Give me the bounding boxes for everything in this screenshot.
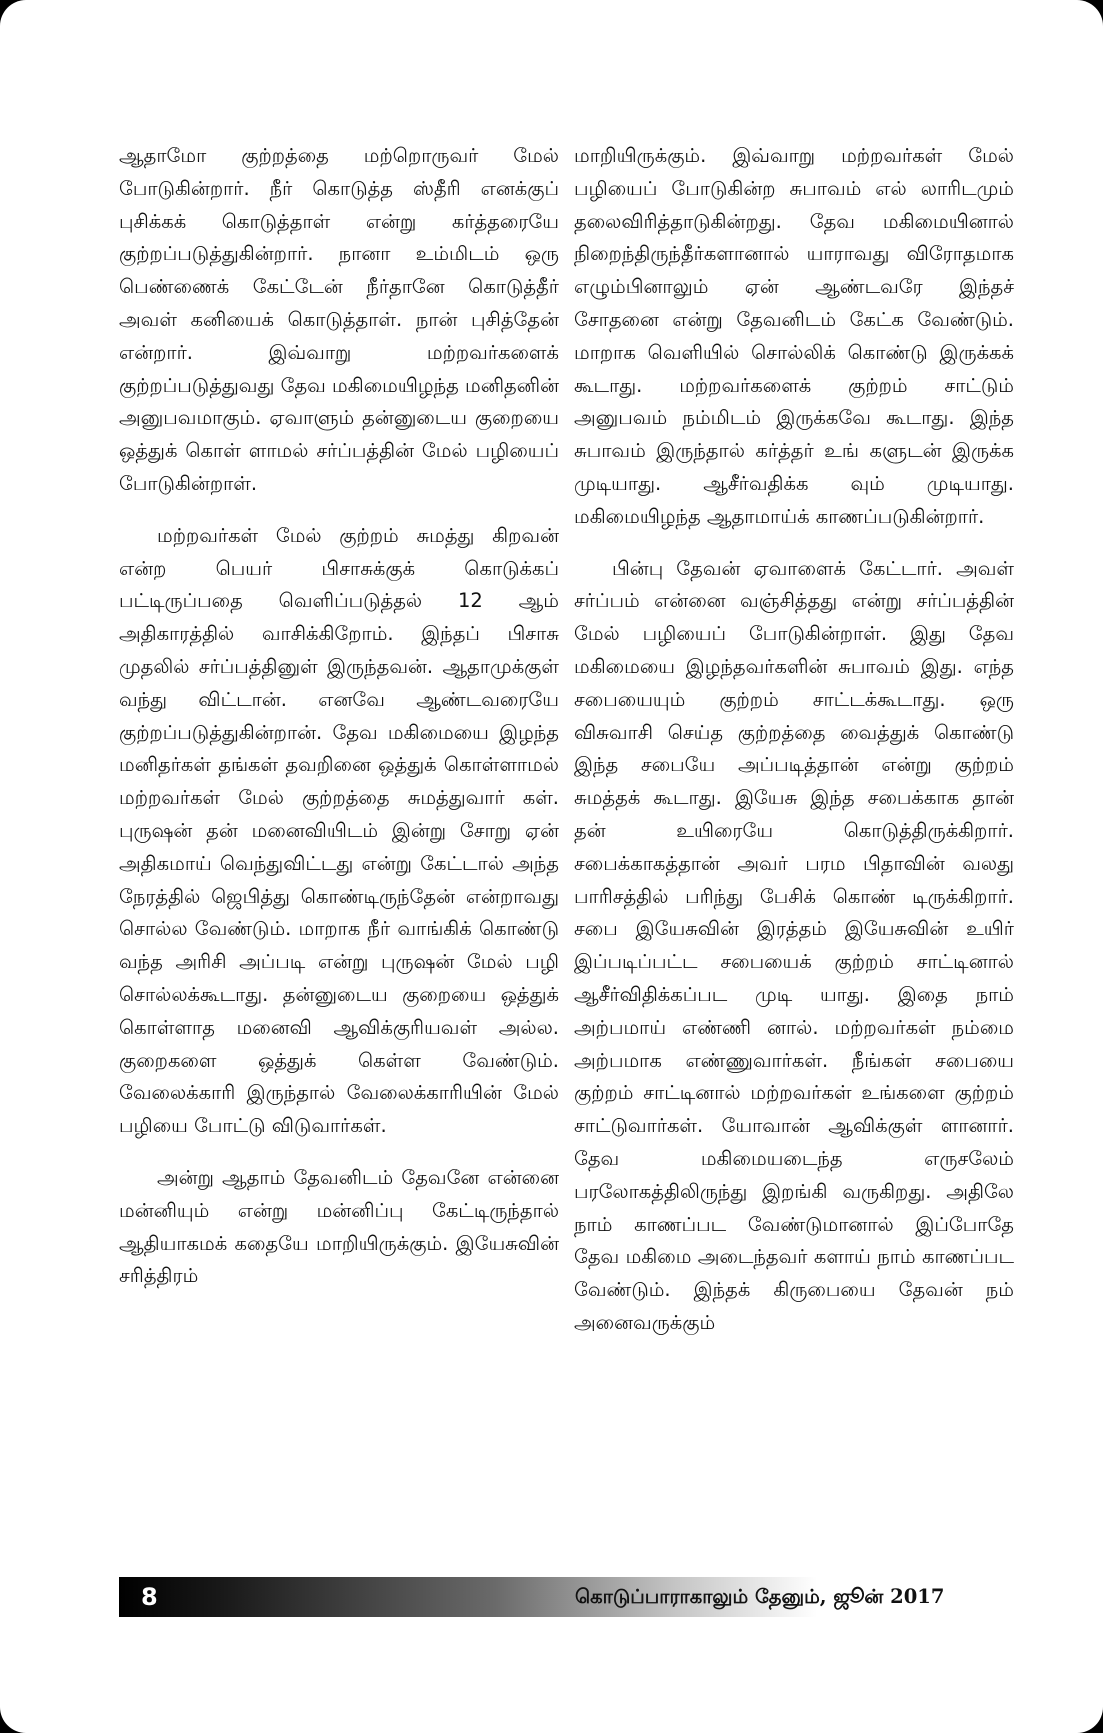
page-number: 8: [141, 1583, 158, 1611]
paragraph: மற்றவர்கள் மேல் குற்றம் சுமத்து கிறவன் என்ற பெயர் பிசாசுக்குக் கொடுக்கப் பட்டிருப்பதை வெளிப்படுத்தல் 12 ஆம் அதிகாரத்தில் வாசிக்கிறோம். இந்தப் பிசாசு முதலில் சர்ப்பத்தினுள் இருந்தவன். ஆதாமுக்குள் வந்து விட்டான். எனவே ஆண்டவரையே குற்றப்படுத்துகின்றான். தேவ மகிமையை இழந்த மனிதர்கள் தங்கள் தவறினை ஒத்துக் கொள்ளாமல் மற்றவர்கள் மேல் குற்றத்தை சுமத்துவார் கள். புருஷன் தன் மனைவியிடம் இன்று சோறு ஏன் அதிகமாய் வெந்துவிட்டது என்று கேட்டால் அந்த நேரத்தில் ஜெபித்து கொண்டிருந்தேன் என்றாவது சொல்ல வேண்டும். மாறாக நீர் வாங்கிக் கொண்டு வந்த அரிசி அப்படி என்று புருஷன் மேல் பழி சொல்லக்கூடாது. தன்னுடைய குறையை ஒத்துக் கொள்ளாத மனைவி ஆவிக்குரியவள் அல்ல. குறைகளை ஒத்துக் கெள்ள வேண்டும். வேலைக்காரி இருந்தால் வேலைக்காரியின் மேல் பழியை போட்டு விடுவார்கள்.: [119, 523, 559, 1138]
paragraph: மாறியிருக்கும். இவ்வாறு மற்றவர்கள் மேல் பழியைப் போடுகின்ற சுபாவம் எல் லாரிடமும் தலைவிரித்தாடுகின்றது. தேவ மகிமையினால் நிறைந்திருந்தீர்களானால் யாராவது விரோதமாக எழும்பினாலும் ஏன் ஆண்டவரே இந்தச் சோதனை என்று தேவனிடம் கேட்க வேண்டும். மாறாக வெளியில் சொல்லிக் கொண்டு இருக்கக் கூடாது. மற்றவர்களைக் குற்றம் சாட்டும் அனுபவம் நம்மிடம் இருக்கவே கூடாது. இந்த சுபாவம் இருந்தால் கர்த்தர் உங் களுடன் இருக்க முடியாது. ஆசீர்வதிக்க வும் முடியாது. மகிமையிழந்த ஆதாமாய்க் காணப்படுகின்றார்.: [574, 144, 1014, 528]
paragraph: பின்பு தேவன் ஏவாளைக் கேட்டார். அவள் சர்ப்பம் என்னை வஞ்சித்தது என்று சர்ப்பத்தின் மேல் பழியைப் போடுகின்றாள். இது தேவ மகிமையை இழந்தவர்களின் சுபாவம் இது. எந்த சபையையும் குற்றம் சாட்டக்கூடாது. ஒரு விசுவாசி செய்த குற்றத்தை வைத்துக் கொண்டு இந்த சபையே அப்படித்தான் என்று குற்றம் சுமத்தக் கூடாது. இயேசு இந்த சபைக்காக தான் தன் உயிரையே கொடுத்திருக்கிறார். சபைக்காகத்தான் அவர் பரம பிதாவின் வலது பாரிசத்தில் பரிந்து பேசிக் கொண் டிருக்கிறார். சபை இயேசுவின் இரத்தம் இயேசுவின் உயிர் இப்படிப்பட்ட சபையைக் குற்றம் சாட்டினால் ஆசீர்விதிக்கப்பட முடி யாது. இதை நாம் அற்பமாய் எண்ணி னால். மற்றவர்கள் நம்மை அற்பமாக எண்ணுவார்கள். நீங்கள் சபையை குற்றம் சாட்டினால் மற்றவர்கள் உங்களை குற்றம் சாட்டுவார்கள். யோவான் ஆவிக்குள் ளானார். தேவ மகிமையடைந்த எருசலேம் பரலோகத்திலிருந்து இறங்கி வருகிறது. அதிலே நாம் காணப்பட வேண்டுமானால் இப்போதே தேவ மகிமை அடைந்தவர் களாய் நாம் காணப்பட வேண்டும். இந்தக் கிருபையை தேவன் நம் அனைவருக்கும்: [574, 556, 1014, 1334]
footer-text: கொடுப்பாராகாலும் தேனும், ஜூன் 2017: [575, 1585, 945, 1608]
left-column: [119, 140, 559, 1312]
paragraph: ஆதாமோ குற்றத்தை மற்றொருவர் மேல் போடுகின்றார். நீர் கொடுத்த ஸ்தீரி எனக்குப் புசிக்கக் கொடுத்தாள் என்று கர்த்தரையே குற்றப்படுத்துகின்றார். நானா உம்மிடம் ஒரு பெண்ணைக் கேட்டேன் நீர்தானே கொடுத்தீர் அவள் கனியைக் கொடுத்தாள். நான் புசித்தேன் என்றார். இவ்வாறு மற்றவர்களைக் குற்றப்படுத்துவது தேவ மகிமையிழந்த மனிதனின் அனுபவமாகும். ஏவாளும் தன்னுடைய குறையை ஒத்துக் கொள் ளாமல் சர்ப்பத்தின் மேல் பழியைப் போடுகின்றாள்.: [119, 144, 559, 495]
footer-bar: [119, 1577, 1014, 1617]
right-column: [574, 140, 1014, 1359]
paragraph: அன்று ஆதாம் தேவனிடம் தேவனே என்னை மன்னியும் என்று மன்னிப்பு கேட்டிருந்தால் ஆதியாகமக் கதையே மாறியிருக்கும். இயேசுவின் சரித்திரம்: [119, 1165, 559, 1288]
